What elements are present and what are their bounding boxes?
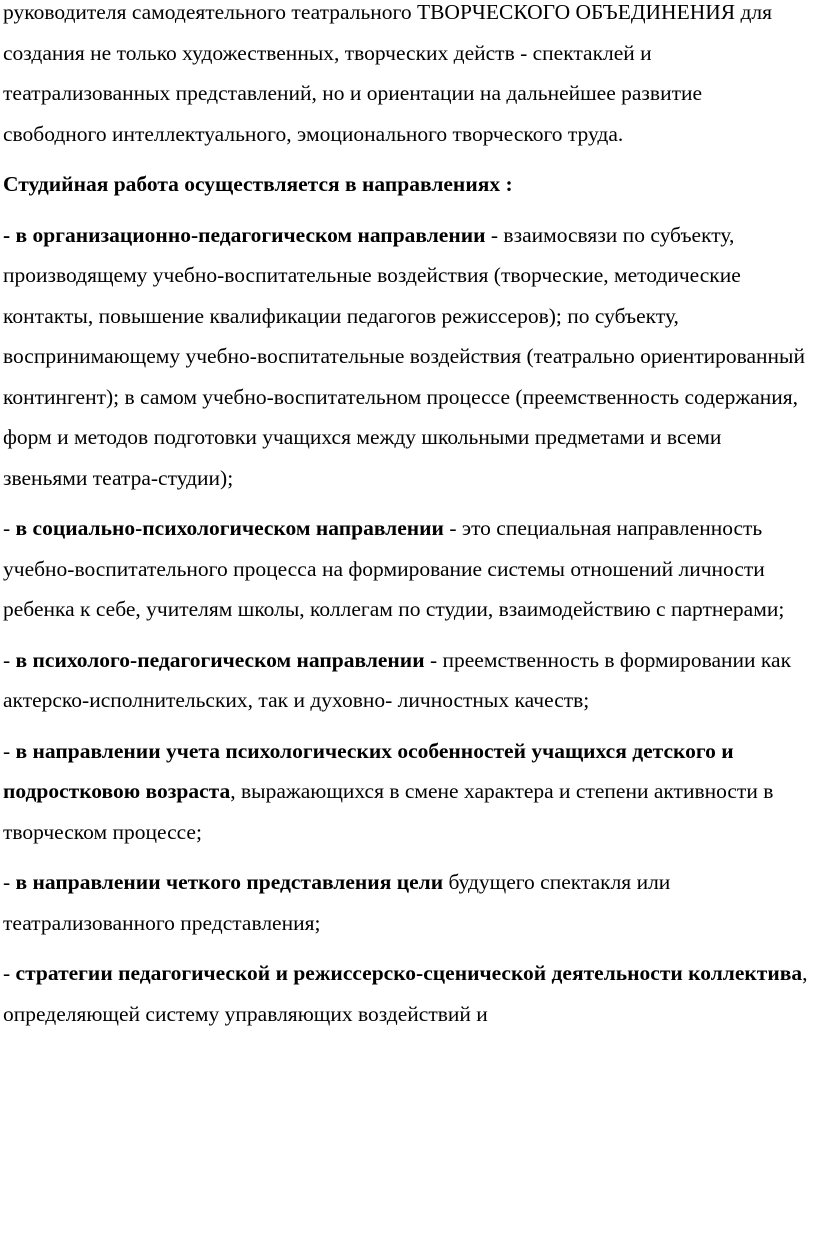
direction-title: стратегии педагогической и режиссерско-сценической деятельности коллектива bbox=[15, 961, 803, 985]
direction-lead: - bbox=[3, 961, 16, 985]
direction-social-psychological bbox=[3, 508, 808, 630]
direction-lead: - bbox=[3, 516, 16, 540]
direction-text: , выражающихся в смене характера и степени активности в творческом процессе; bbox=[3, 779, 774, 844]
intro-text: руководителя самодеятельного театрального ТВОРЧЕСКОГО ОБЪЕДИНЕНИЯ для создания не только художественных, творческих действ - спектаклей и театрализованных представлений, но и ориентации на дальнейшее развитие свободного интеллектуального, эмоционального творческого труда. bbox=[3, 0, 773, 146]
section-heading bbox=[3, 164, 808, 205]
direction-text: , определяющей систему управляющих воздействий и bbox=[3, 961, 808, 1026]
direction-lead: - bbox=[3, 870, 16, 894]
direction-goal-clarity bbox=[3, 862, 808, 943]
intro-paragraph bbox=[3, 0, 808, 154]
direction-title: в социально-психологическом направлении bbox=[15, 516, 444, 540]
direction-strategy bbox=[3, 953, 808, 1034]
direction-text: - преемственность в формировании как актерско-исполнительских, так и духовно- личностных качеств; bbox=[3, 647, 792, 712]
direction-psychological-pedagogical bbox=[3, 640, 808, 721]
heading-text: Студийная работа осуществляется в направлениях : bbox=[3, 172, 513, 196]
direction-lead: - bbox=[3, 738, 16, 763]
direction-organizational-pedagogical bbox=[3, 215, 808, 499]
direction-age-features bbox=[3, 731, 808, 853]
direction-text: будущего спектакля или театрализованного представления; bbox=[3, 870, 671, 935]
direction-title: - в организационно-педагогическом направлении bbox=[3, 222, 486, 247]
direction-text: - взаимосвязи по субъекту, производящему учебно-воспитательные воздействия (творческие, методические контакты, повышение квалификации педагогов режиссеров); по субъекту, воспринимающему учебно-воспитательные воздействия (театрально ориентированный контингент); в самом учебно-воспитательном процессе (преемственность содержания, форм и методов подготовки учащихся между школьными предметами и всеми звеньями театра-студии); bbox=[3, 222, 805, 490]
direction-title: в направлении учета психологических особенностей учащихся детского и подростковою возраста bbox=[3, 738, 734, 803]
direction-title: в направлении четкого представления цели bbox=[15, 870, 444, 894]
direction-title: в психолого-педагогическом направлении bbox=[15, 647, 425, 672]
direction-text: - это специальная направленность учебно-воспитательного процесса на формирование системы отношений личности ребенка к себе, учителям школы, коллегам по студии, взаимодействию с партнерами; bbox=[3, 516, 785, 621]
direction-lead: - bbox=[3, 647, 16, 672]
